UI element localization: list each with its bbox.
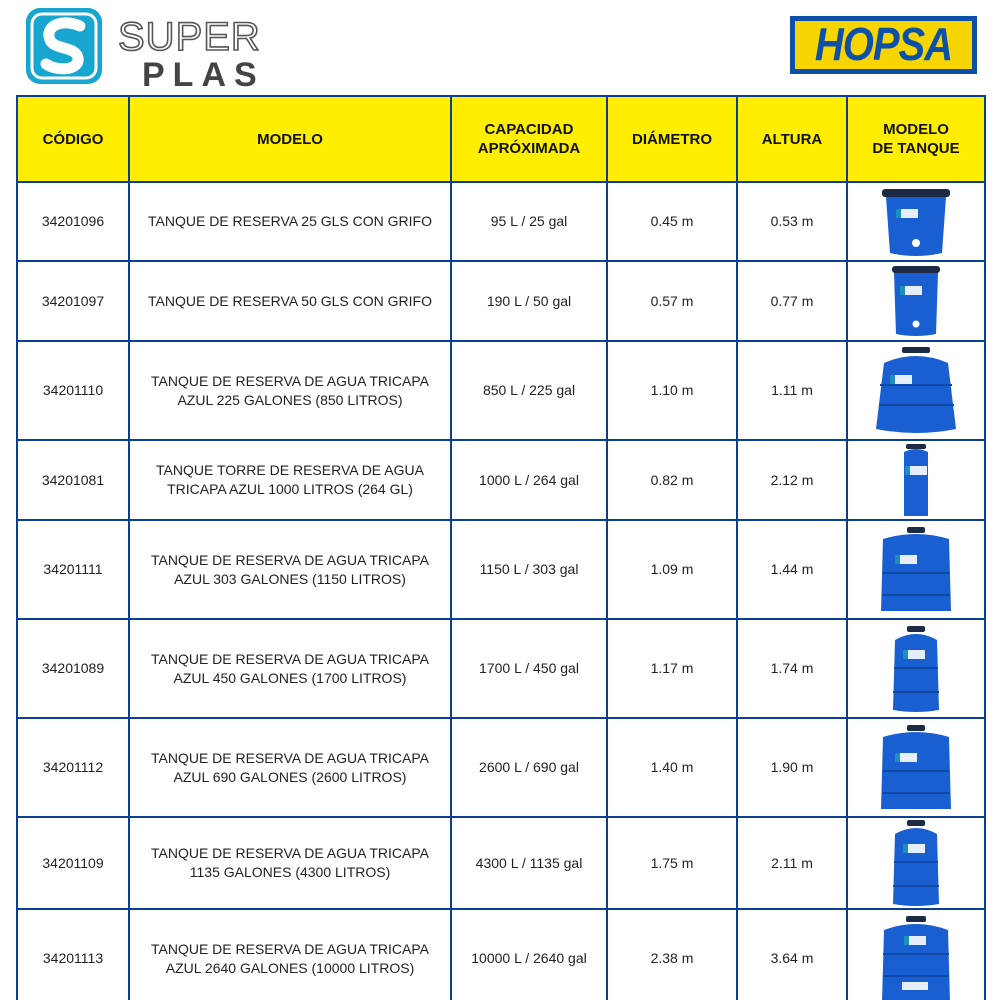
cell-code <box>17 619 129 718</box>
cell-code-text: 34201097 <box>41 292 105 309</box>
cell-height-text: 1.74 m <box>770 660 814 676</box>
header-code-label: CÓDIGO <box>42 130 104 148</box>
cell-diameter-text: 1.40 m <box>650 759 694 775</box>
cell-height <box>737 909 847 1000</box>
header-height <box>737 96 847 182</box>
cell-code-text: 34201113 <box>42 950 104 966</box>
cell-code <box>17 341 129 440</box>
cell-diameter <box>607 909 737 1000</box>
cell-capacity-text: 1150 L / 303 gal <box>479 561 579 577</box>
cell-code <box>17 718 129 817</box>
cell-diameter <box>607 341 737 440</box>
cell-capacity <box>451 909 607 1000</box>
cell-capacity <box>451 182 607 261</box>
cell-tank-image <box>847 261 985 341</box>
hopsa-logo-inner <box>795 21 972 69</box>
cell-model-text: TANQUE DE RESERVA DE AGUA TRICAPA AZUL 690 GALONES (2600 LITROS) <box>150 749 429 785</box>
cell-diameter <box>607 520 737 619</box>
cell-height-text: 0.53 m <box>770 213 814 229</box>
cell-code <box>17 182 129 261</box>
cell-diameter-text: 0.57 m <box>650 292 694 309</box>
hopsa-logo-text: HOPSA <box>814 19 953 70</box>
table-row <box>17 261 985 341</box>
superplas-logo <box>22 2 292 90</box>
cell-height-text: 0.77 m <box>770 292 814 309</box>
cell-code <box>17 440 129 520</box>
tank-catalog-table <box>16 95 986 1000</box>
header-diameter <box>607 96 737 182</box>
superplas-logo-line1: SUPER <box>118 15 261 59</box>
header-capacity <box>451 96 607 182</box>
cell-tank-image <box>847 619 985 718</box>
cell-capacity <box>451 619 607 718</box>
cell-model <box>129 520 451 619</box>
tank-tap-small-icon <box>876 185 956 259</box>
cell-code-text: 34201109 <box>42 854 104 871</box>
header-tank-model <box>847 96 985 182</box>
cell-tank-image <box>847 909 985 1000</box>
cell-tank-image <box>847 182 985 261</box>
header-capacity-line2: APRÓXIMADA <box>477 140 581 157</box>
tank-tap-tall-icon <box>886 264 946 338</box>
cell-capacity <box>451 520 607 619</box>
cell-model <box>129 619 451 718</box>
tank-tall-icon <box>881 818 951 908</box>
superplas-logo-line2: PLAS <box>142 56 265 90</box>
cell-capacity-text: 850 L / 225 gal <box>482 382 576 398</box>
table-row <box>17 341 985 440</box>
cell-code <box>17 909 129 1000</box>
cell-capacity-text: 4300 L / 1135 gal <box>475 854 583 871</box>
cell-height-text: 1.90 m <box>770 759 814 775</box>
cell-diameter-text: 1.10 m <box>650 382 694 398</box>
tank-wide-icon <box>868 345 964 437</box>
cell-model-text: TANQUE DE RESERVA DE AGUA TRICAPA 1135 GALONES (4300 LITROS) <box>150 845 429 880</box>
cell-model <box>129 817 451 909</box>
cell-model <box>129 341 451 440</box>
table-body <box>17 182 985 1000</box>
cell-capacity-text: 1700 L / 450 gal <box>479 660 579 676</box>
table-row <box>17 440 985 520</box>
header-code <box>17 96 129 182</box>
cell-diameter-text: 0.45 m <box>650 213 694 229</box>
cell-capacity-text: 2600 L / 690 gal <box>479 759 579 775</box>
header-diameter-label: DIÁMETRO <box>632 130 712 148</box>
cell-code-text: 34201110 <box>42 382 104 398</box>
table-row <box>17 182 985 261</box>
tank-box-icon <box>871 525 961 615</box>
header-model-label: MODELO <box>257 130 323 148</box>
cell-capacity <box>451 817 607 909</box>
cell-height <box>737 182 847 261</box>
tank-tall-icon <box>881 624 951 714</box>
cell-diameter-text: 0.82 m <box>650 471 694 488</box>
cell-capacity-text: 1000 L / 264 gal <box>479 471 579 488</box>
cell-diameter <box>607 440 737 520</box>
table-row <box>17 619 985 718</box>
header-tank-model-line2: DE TANQUE <box>872 140 960 157</box>
cell-tank-image <box>847 817 985 909</box>
tank-large-icon <box>876 914 956 1000</box>
cell-capacity-text: 95 L / 25 gal <box>490 213 568 229</box>
cell-height-text: 2.11 m <box>771 854 813 871</box>
cell-height <box>737 817 847 909</box>
tank-box-icon <box>871 723 961 813</box>
cell-tank-image <box>847 520 985 619</box>
cell-code-text: 34201089 <box>41 660 105 676</box>
cell-capacity <box>451 261 607 341</box>
cell-capacity <box>451 440 607 520</box>
cell-code-text: 34201112 <box>42 759 104 775</box>
cell-model <box>129 182 451 261</box>
cell-model-text: TANQUE DE RESERVA DE AGUA TRICAPA AZUL 225 GALONES (850 LITROS) <box>150 372 429 408</box>
cell-capacity <box>451 341 607 440</box>
tank-tower-icon <box>896 442 936 518</box>
table-row <box>17 909 985 1000</box>
cell-height <box>737 619 847 718</box>
cell-model <box>129 718 451 817</box>
cell-capacity-text: 10000 L / 2640 gal <box>471 950 587 966</box>
cell-diameter-text: 1.75 m <box>650 854 694 871</box>
table-row <box>17 520 985 619</box>
cell-tank-image <box>847 440 985 520</box>
table-row <box>17 817 985 909</box>
table-header <box>17 96 985 182</box>
cell-model-text: TANQUE DE RESERVA 25 GLS CON GRIFO <box>148 213 432 229</box>
cell-diameter <box>607 261 737 341</box>
cell-diameter <box>607 817 737 909</box>
header-tank-model-line1: MODELO <box>883 121 949 138</box>
cell-code <box>17 817 129 909</box>
cell-tank-image <box>847 341 985 440</box>
cell-diameter <box>607 619 737 718</box>
table-row <box>17 718 985 817</box>
cell-diameter-text: 1.09 m <box>650 561 694 577</box>
cell-diameter <box>607 182 737 261</box>
cell-model <box>129 261 451 341</box>
cell-model <box>129 909 451 1000</box>
cell-model-text: TANQUE DE RESERVA DE AGUA TRICAPA AZUL 2640 GALONES (10000 LITROS) <box>150 940 429 976</box>
cell-diameter-text: 2.38 m <box>650 950 694 966</box>
cell-capacity <box>451 718 607 817</box>
cell-height-text: 1.11 m <box>771 382 813 398</box>
cell-model-text: TANQUE DE RESERVA DE AGUA TRICAPA AZUL 303 GALONES (1150 LITROS) <box>150 551 429 587</box>
cell-tank-image <box>847 718 985 817</box>
cell-code-text: 34201081 <box>41 471 105 488</box>
cell-height <box>737 520 847 619</box>
cell-code-text: 34201096 <box>41 213 105 229</box>
cell-code-text: 34201111 <box>43 561 103 577</box>
cell-capacity-text: 190 L / 50 gal <box>486 292 572 309</box>
hopsa-logo <box>790 16 977 74</box>
header-height-label: ALTURA <box>761 130 823 148</box>
cell-height-text: 3.64 m <box>770 950 814 966</box>
header-model <box>129 96 451 182</box>
cell-diameter-text: 1.17 m <box>650 660 694 676</box>
superplas-logo-mark <box>22 2 292 90</box>
cell-model <box>129 440 451 520</box>
cell-height <box>737 341 847 440</box>
cell-code <box>17 261 129 341</box>
cell-height <box>737 440 847 520</box>
table-header-row <box>17 96 985 182</box>
cell-height <box>737 261 847 341</box>
cell-diameter <box>607 718 737 817</box>
cell-model-text: TANQUE DE RESERVA DE AGUA TRICAPA AZUL 450 GALONES (1700 LITROS) <box>150 650 429 686</box>
cell-model-text: TANQUE TORRE DE RESERVA DE AGUA TRICAPA AZUL 1000 LITROS (264 GL) <box>156 462 424 497</box>
header-capacity-line1: CAPACIDAD <box>484 121 574 138</box>
cell-code <box>17 520 129 619</box>
cell-model-text: TANQUE DE RESERVA 50 GLS CON GRIFO <box>148 292 432 309</box>
cell-height-text: 2.12 m <box>770 471 814 488</box>
cell-height-text: 1.44 m <box>770 561 814 577</box>
cell-height <box>737 718 847 817</box>
